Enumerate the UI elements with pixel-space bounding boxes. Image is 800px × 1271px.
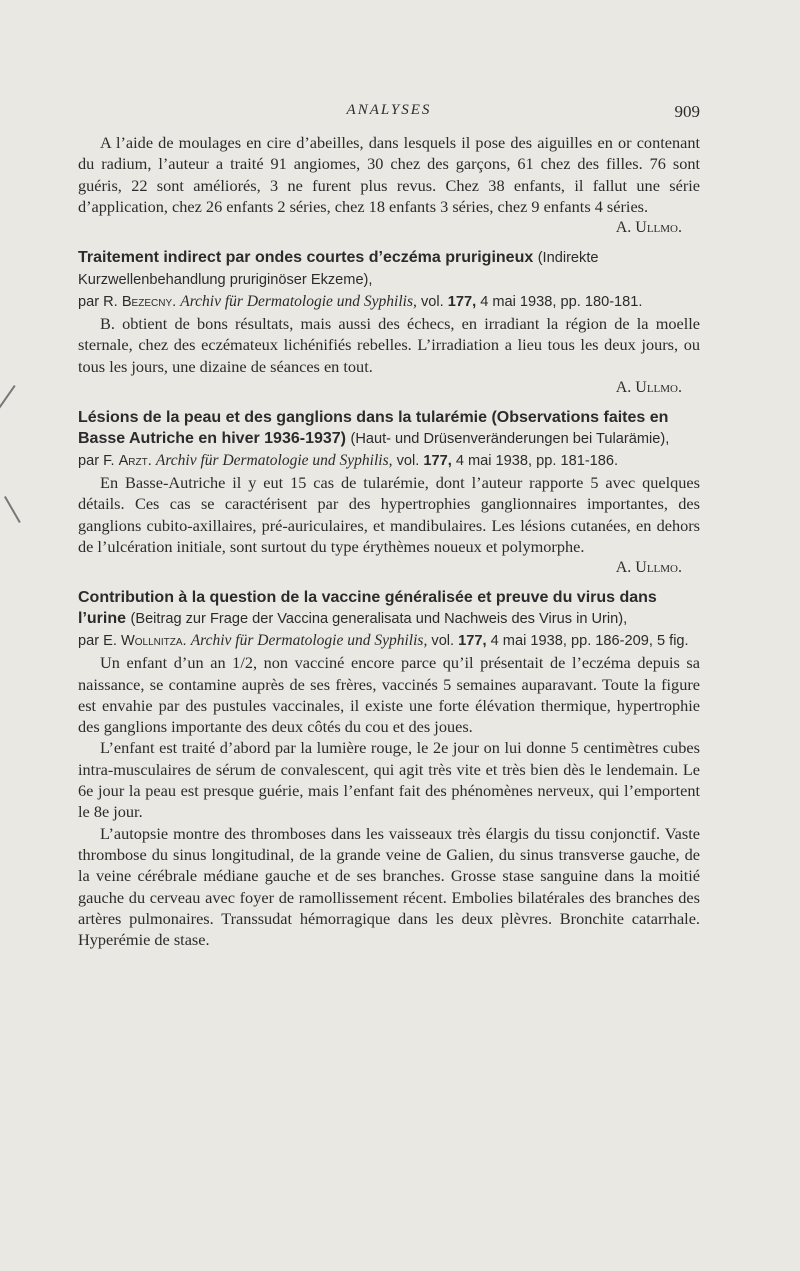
page-number: 909 <box>674 102 700 121</box>
intro-paragraph: A l’aide de moulages en cire d’abeilles, dans lesquels il pose des aiguilles en or contenant du radium, l’auteur a traité 91 angiomes, 30 chez des garçons, 61 chez des filles. 76 sont guéris, 22 sont améliorés, 3 ne furent plus revus. Chez 38 enfants, il fallut une série d’application, chez 26 enfants 2 séries, chez 18 enfants 3 séries, chez 9 enfants 4 séries. <box>78 133 700 216</box>
ref-volume: 177, <box>447 294 477 311</box>
margin-pencil-mark-top <box>0 385 16 411</box>
ref-date-pages: 4 mai 1938, pp. 181-186. <box>455 453 619 470</box>
article-title <box>78 247 700 291</box>
article-title <box>78 407 700 450</box>
ref-by: par F. <box>78 453 115 470</box>
article-body-paragraph: En Basse-Autriche il y eut 15 cas de tularémie, dont l’auteur rapporte 5 avec quelques détails. Ces cas se caractérisent par des hypertrophies ganglionnaires importantes, des ganglions cubito-axillaires, pré-auriculaires, et mandibulaires. Les lésions cutanées, en dehors de l’ulcération initiale, sont surtout du type érythèmes noueux et polymorphe. <box>78 473 700 556</box>
ref-vol-prefix: vol. <box>396 453 420 470</box>
ref-date-pages: 4 mai 1938, pp. 180-181. <box>480 294 643 311</box>
article-ref-original: (Beitrag zur Frage der Vaccina generalisata und Nachweis des Virus in Urin), <box>130 611 628 628</box>
article-3 <box>78 587 700 950</box>
ref-author: Arzt. <box>118 453 152 470</box>
running-title: ANALYSES <box>346 102 432 118</box>
article-ref-original: (Haut- und Drüsenveränderungen bei Tularämie), <box>350 431 670 448</box>
ref-journal: Archiv für Dermatologie und Syphilis, <box>155 452 393 470</box>
intro-signature: A. Ullmo. <box>615 219 682 237</box>
article-reference <box>78 630 700 652</box>
article-title-text: Traitement indirect par ondes courtes d’eczéma prurigineux <box>78 249 534 267</box>
article-2 <box>78 407 700 579</box>
article-title <box>78 587 700 630</box>
article-reference <box>78 291 700 313</box>
ref-author: Bezecny. <box>121 294 177 311</box>
ref-date-pages: 4 mai 1938, pp. 186-209, 5 fig. <box>490 633 689 650</box>
article-title-text: Lésions de la peau et des ganglions dans la tularémie (Observations faites en Basse Autriche en hiver 1936-1937) <box>78 409 669 448</box>
margin-pencil-mark-bottom <box>4 496 21 523</box>
article-title-text: Contribution à la question de la vaccine généralisée et preuve du virus dans l’urine <box>78 589 657 628</box>
article-signature: A. Ullmo. <box>615 379 682 397</box>
ref-journal: Archiv für Dermatologie und Syphilis, <box>180 293 417 311</box>
page-header <box>78 98 700 132</box>
ref-author: Wollnitza. <box>121 633 187 650</box>
document-page <box>78 98 700 950</box>
article-body-paragraph: L’autopsie montre des thromboses dans les vaisseaux très élargis du tissu conjonctif. Vaste thrombose du sinus longitudinal, de la grande veine de Galien, du sinus transverse gauche, de la veine cérébrale médiane gauche et de ses branches. Grosse stase sanguine dans la moitié gauche du cerveau avec foyer de ramollissement récent. Embolies bilatérales des branches des artères pulmonaires. Transsudat hémorragique dans les deux plèvres. Bronchite catarrhale. Hyperémie de stase. <box>78 823 700 950</box>
article-ref-original: (Indirekte Kurzwellenbehandlung pruriginöser Ekzeme), <box>78 250 599 289</box>
ref-volume: 177, <box>423 453 452 470</box>
article-body-paragraph: B. obtient de bons résultats, mais aussi des échecs, en irradiant la région de la moelle sternale, chez des eczémateux lichénifiés rebelles. L’irradiation a lieu tous les deux jours, ou tous les jours, une dizaine de séances en tout. <box>78 314 700 376</box>
article-body-paragraph: Un enfant d’un an 1/2, non vacciné encore parce qu’il présentait de l’eczéma depuis sa naissance, se contamine auprès de ses frères, vaccinés 5 semaines auparavant. Toute la figure est envahie par des pustules vaccinales, il existe une forte élévation thermique, hypertrophie des ganglions importante des deux côtés du cou et des joues. <box>78 653 700 737</box>
article-reference <box>78 450 700 472</box>
article-1 <box>78 247 700 399</box>
article-body-paragraph: L’enfant est traité d’abord par la lumière rouge, le 2e jour on lui donne 5 centimètres cubes intra-musculaires de sérum de convalescent, qui agit très vite et très bien dès le lendemain. Le 6e jour la peau est presque guérie, mais l’enfant fait des phénomènes nerveux, qui l’emportent le 8e jour. <box>78 738 700 822</box>
ref-journal: Archiv für Dermatologie und Syphilis, <box>190 632 428 650</box>
ref-by: par E. <box>78 633 117 650</box>
article-signature: A. Ullmo. <box>615 559 682 577</box>
ref-vol-prefix: vol. <box>431 633 455 650</box>
ref-vol-prefix: vol. <box>420 294 444 311</box>
ref-volume: 177, <box>458 633 487 650</box>
ref-by: par R. <box>78 294 118 311</box>
